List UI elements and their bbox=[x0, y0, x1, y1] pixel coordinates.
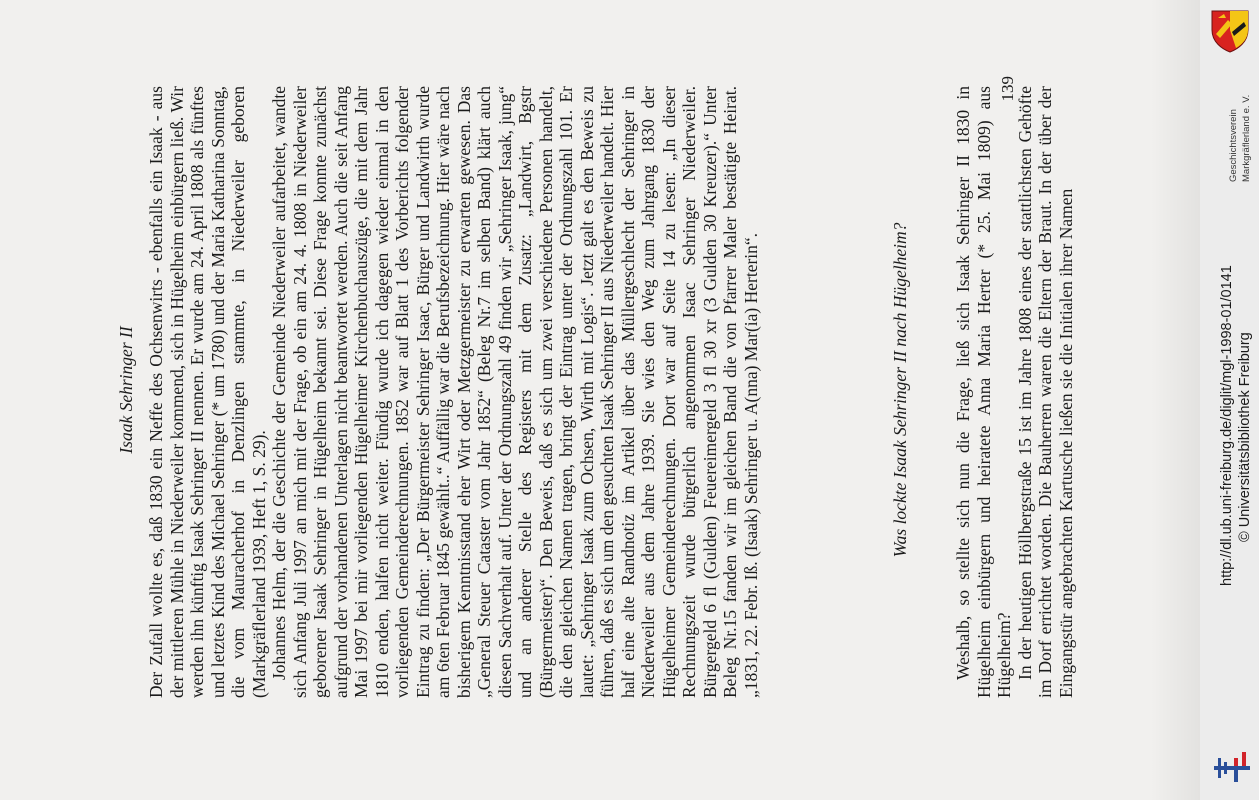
society-name-text-1: Geschichtsverein bbox=[1228, 109, 1239, 182]
paragraph-3: Weshalb, so stellte sich nun die Frage, ließ sich Isaak Sehringer II 1830 in Hügelheim einbürgern und heiratete Anna Maria Herter (* 25. Mai 1809) aus Hügelheim? bbox=[953, 86, 1014, 698]
section-heading: Was lockte Isaak Sehringer II nach Hügelheim? bbox=[890, 222, 910, 558]
paragraph-2: Johannes Helm, der die Geschichte der Gemeinde Niederweiler aufarbeitet, wandte sich Anfang Juli 1997 an mich mit der Frage, ob ein am 24. 4. 1808 in Niederweiler geborener Isaak Sehringer in Hügelheim bekannt sei. Diese Frage konnte zunächst aufgrund der vorhandenen Unterlagen nicht beantwortet werden. Auch die seit Anfang Mai 1997 bei mir vorliegenden Hügelheimer Kirchenbuchauszüge, die mit dem Jahr 1810 enden, halfen nicht weiter. Fündig wurde ich dagegen wieder einmal in den vorliegenden Gemeinderechnungen. 1852 war auf Blatt 1 des Vorberichts folgender Eintrag zu finden: „Der Bürgermeister Sehringer Isaac, Bürger und Landwirth wurde am 6ten Februar 1845 gewählt..“ Auffällig war die Berufsbezeichnung. Hier wäre nach bisherigem Kenntnisstand eher Wirt oder Metzgermeister zu erwarten gewesen. Das „General Steuer Cataster vom Jahr 1852“ (Beleg Nr.7 im selben Band) klärt auch diesen Sachverhalt auf. Unter der Ordnungszahl 49 finden wir „Sehringer Isaak, jung“ und an anderer Stelle des Registers mit dem Zusatz: „Landwirt, Bgstr (Bürgermeister)“. Den Beweis, daß es sich um zwei verschiedene Personen handelt, die den gleichen Namen tragen, bringt der Eintrag unter der Ordnungszahl 101. Er lautet: „Sehringer Isaak zum Ochsen, Wirth mit Logis“. Jetzt galt es den Beweis zu führen, daß es sich um den gesuchten Isaak Sehringer II aus Niederweiler handelt. Hier half eine alte Randnotiz im Artikel über das Müllergeschlecht der Sehringer in Niederweiler aus dem Jahre 1939. Sie wies den Weg zum Jahrgang 1830 der Hügelheimer Gemeinderechnungen. Dort war auf Seite 14 zu lesen: „In dieser Rechnungszeit wurde bürgerlich angenommen Isaac Sehringer Niederweiler. Bürgergeld 6 fl (Gulden) Feuereimergeld 3 fl 30 xr (3 Gulden 30 Kreuzer).“ Unter Beleg Nr.15 fanden wir im gleichen Band die von Pfarrer Maler bestätigte Heirat. „1831, 22. Febr. Iß. (Isaak) Sehringer u. A(nna) Mar(ia) Herterin“. bbox=[269, 86, 761, 698]
paragraph-1: Der Zufall wollte es, daß 1830 ein Neffe des Ochsenwirts - ebenfalls ein Isaak - aus der mittleren Mühle in Niederweiler kommend, sich in Hügelheim einbürgern ließ. Wir werden ihn künftig Isaak Sehringer II nennen. Er wurde am 24. April 1808 als fünftes und letztes Kind des Michael Sehringer (* um 1780) und der Maria Katharina Sonntag, die vom Mauracherhof in Denzlingen stammte, in Niederweiler geboren (Markgräflerland 1939, Heft 1, S. 29). bbox=[146, 86, 269, 698]
permalink-text[interactable]: http://dl.ub.uni-freiburg.de/diglit/mgl-1998-01/0141 bbox=[1219, 265, 1235, 586]
coat-of-arms-icon bbox=[1206, 8, 1254, 54]
copyright-text: © Universitätsbibliothek Freiburg bbox=[1237, 332, 1253, 542]
ub-freiburg-logo-icon[interactable] bbox=[1212, 748, 1252, 788]
rotated-page-content bbox=[100, 60, 1076, 720]
paragraph-4: In der heutigen Höllbergstraße 15 ist im Jahre 1808 eines der stattlichsten Gehöfte im Dorf errichtet worden. Die Bauherren waren die Eltern der Braut. In der über der Eingangstür angebrachten Kartusche ließen sie die Initialen ihrer Namen bbox=[1014, 86, 1076, 698]
page-edge-shadow bbox=[1150, 0, 1200, 800]
running-title: Isaak Sehringer II bbox=[116, 326, 136, 454]
society-name-text-2: Markgräflerland e. V. bbox=[1241, 94, 1252, 182]
page-number: 139 bbox=[998, 76, 1017, 102]
